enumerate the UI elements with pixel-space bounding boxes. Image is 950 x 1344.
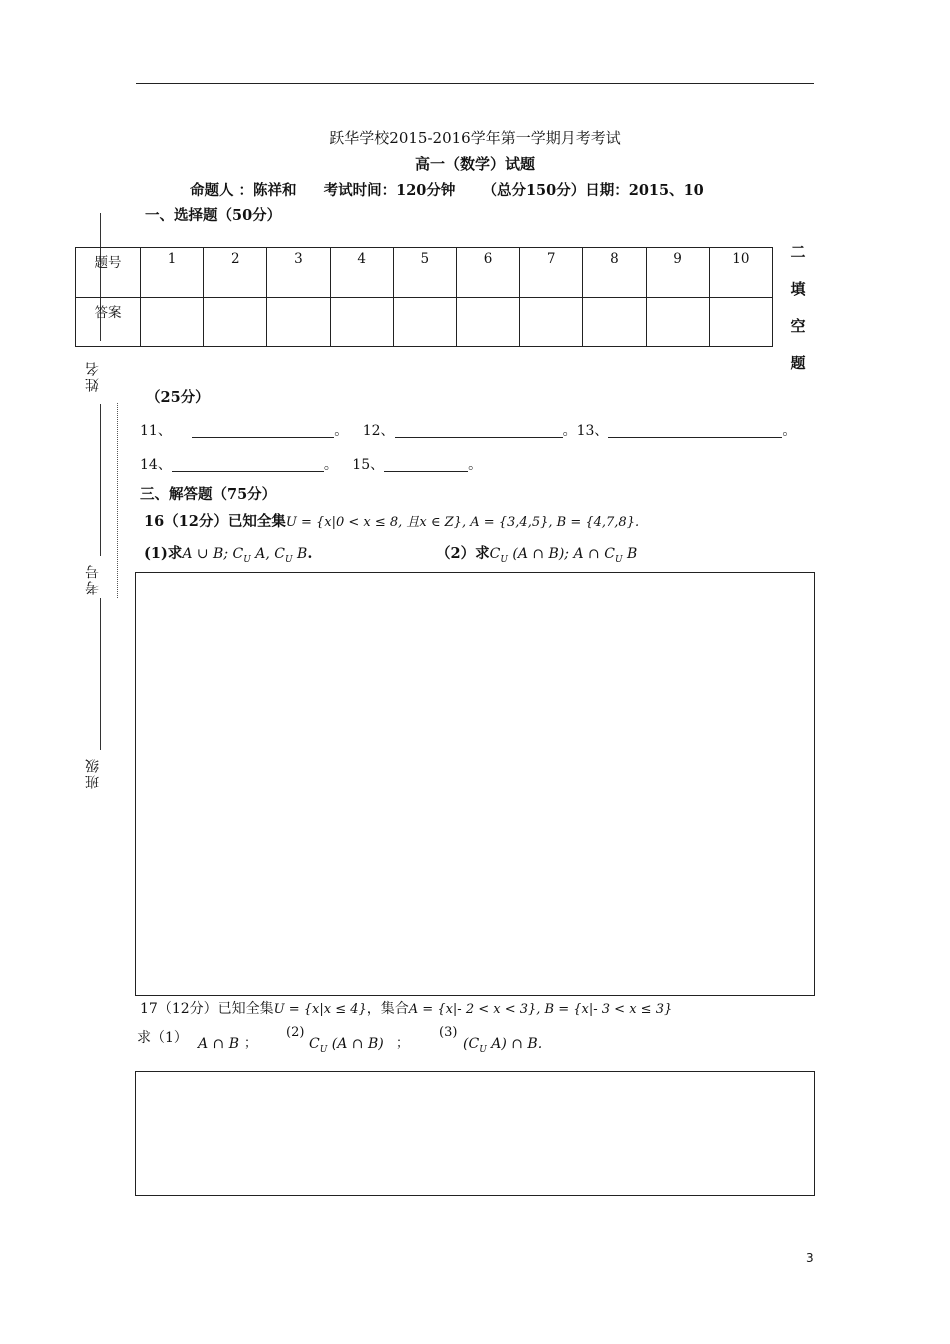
q17-part2-label: (2) [286,1025,305,1040]
math-sub: U [243,554,251,565]
row-head-number: 题号 [76,248,141,298]
q17-part3-label: (3) [439,1025,458,1040]
answer-cell[interactable] [709,297,772,347]
math-text: (A ∩ B) [327,1036,384,1052]
blank-label-11: 11、 [140,423,172,439]
math-text: (A ∩ B); A ∩ C [507,546,615,562]
blank-label-14: 14、 [140,457,172,473]
answer-cell[interactable] [646,297,709,347]
blank-12[interactable] [395,423,563,438]
q17-part2 [309,1036,384,1055]
q16-stem-text: 16（12分）已知全集 [144,513,286,530]
q16-sets: , A = {3,4,5}, B = {4,7,8}. [461,515,640,530]
answer-cell[interactable] [393,297,456,347]
question-number: 6 [456,248,519,298]
blank-end: 。 [468,457,483,473]
q17-comma: ，集合 [366,1001,409,1017]
blank-14[interactable] [172,457,324,472]
blank-end: 。 [323,457,338,473]
q17-universal-set: U = {x|x ≤ 4} [273,1002,367,1017]
section2-side-heading [789,234,807,382]
page-number: 3 [806,1251,814,1265]
duration: 考试时间：120分钟 [323,182,456,199]
answer-cell[interactable] [204,297,267,347]
q17-stem-text: 17（12分）已知全集 [140,1001,274,1017]
section3-heading: 三、解答题（75分） [140,486,277,503]
question-number: 9 [646,248,709,298]
q16-stem [144,510,639,531]
blank-label-15: 15、 [352,457,385,473]
fill-blank-row-2 [140,454,482,474]
math-text: C [309,1036,320,1052]
q16-answer-box[interactable] [135,572,815,996]
fill-blank-row-1 [140,420,796,440]
answer-cell[interactable] [583,297,646,347]
author: 命题人 ：陈祥和 [190,182,297,199]
binding-line-id [100,598,101,750]
binding-dotted-line [117,403,118,598]
question-number: 3 [267,248,330,298]
math-text: A ∪ B; C [182,546,244,562]
blank-label-12: 12、 [362,423,395,439]
q17-sep1: ； [244,1036,258,1051]
question-number: 8 [583,248,646,298]
side-char: 题 [790,354,806,372]
math-sub: U [479,1044,487,1055]
math-text: C [489,546,501,562]
question-number: 2 [204,248,267,298]
side-char: 填 [790,280,806,298]
question-number: 5 [393,248,456,298]
binding-line-name [100,404,101,556]
choice-answer-table [75,247,773,347]
q17-part1: A ∩ B [198,1036,240,1052]
math-sub: U [500,554,508,565]
answer-cell[interactable] [330,297,393,347]
blank-11[interactable] [192,423,334,438]
q17-part3 [463,1036,542,1055]
side-char: 空 [790,317,806,335]
answer-cell[interactable] [456,297,519,347]
class-label: 班级 [85,757,101,789]
table-row [76,297,773,347]
math-sub: U [319,1044,328,1055]
total-and-date: （总分150分）日期：2015、10 [482,182,704,199]
q17-answer-box[interactable] [135,1071,815,1196]
section2-score: （25分） [146,389,210,406]
q16-part2-label: （2）求 [436,545,490,562]
q16-universal-set: U = {x|0 < x ≤ 8, 且x ∈ Z} [285,515,462,530]
row-head-answer: 答案 [76,297,141,347]
q16-part1-label: (1)求 [144,545,183,562]
question-number: 10 [709,248,772,298]
answer-cell[interactable] [141,297,204,347]
q17-ask [137,1027,188,1047]
math-text: (C [463,1036,480,1052]
q16-part2-math [489,546,638,565]
exam-meta [190,179,704,200]
header-rule [136,83,814,84]
math-text: A) ∩ B [486,1036,538,1052]
section1-heading: 一、选择题（50分） [145,207,282,224]
q16-parts [144,542,312,565]
math-text: B [622,546,638,562]
q16-part2 [436,542,637,565]
q16-part1-end: . [307,545,313,562]
blank-end: 。 [562,423,577,439]
math-text: B [292,546,308,562]
exam-title: 高一（数学）试题 [414,155,535,173]
q17-stem [140,998,672,1018]
blank-15[interactable] [384,457,468,472]
q16-part1-math [182,546,308,565]
blank-13[interactable] [608,423,782,438]
table-row [76,248,773,298]
q17-ask-label: 求（1） [137,1030,188,1046]
math-text: . [537,1036,543,1052]
q17-sep2: ； [396,1036,410,1051]
question-number: 7 [520,248,583,298]
school-title: 跃华学校2015-2016学年第一学期月考考试 [329,129,621,147]
side-char: 二 [790,243,806,261]
blank-end: 。 [782,423,797,439]
name-label: 姓名 [85,360,101,392]
id-label: 考号 [85,563,101,595]
math-sub: U [285,554,293,565]
blank-end: 。 [334,423,349,439]
question-number: 1 [141,248,204,298]
answer-cell[interactable] [267,297,330,347]
math-sub: U [614,554,623,565]
question-number: 4 [330,248,393,298]
q17-sets: A = {x|- 2 < x < 3}, B = {x|- 3 < x ≤ 3} [408,1002,673,1017]
answer-cell[interactable] [520,297,583,347]
blank-label-13: 13、 [576,423,609,439]
math-text: A, C [250,546,286,562]
